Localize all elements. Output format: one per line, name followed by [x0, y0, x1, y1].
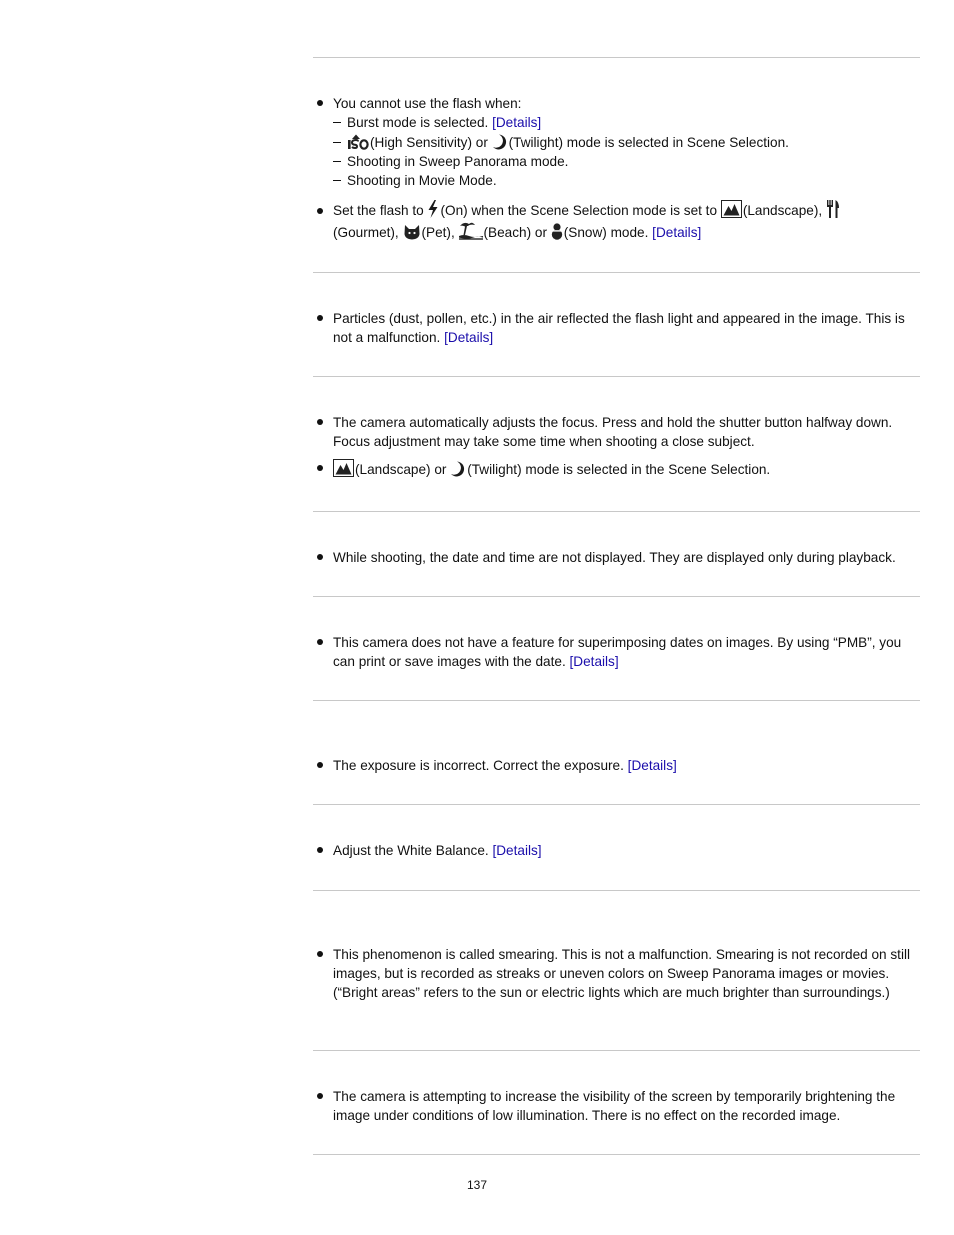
list-item [316, 633, 920, 671]
smearing-section [316, 945, 920, 1002]
item-text: (Twilight) mode is selected in the Scene Selection. [467, 462, 771, 477]
sub-item [333, 133, 920, 152]
brightness-section [316, 1087, 920, 1125]
bullet-icon [317, 1093, 323, 1099]
sub-item [333, 152, 920, 171]
sub-item [333, 113, 920, 132]
dash-icon [333, 122, 341, 123]
divider [313, 57, 920, 58]
divider [313, 1154, 920, 1155]
item-text: Particles (dust, pollen, etc.) in the air reflected the flash light and appeared in the image. This is not a malfunction. [333, 311, 905, 345]
beach-icon [459, 222, 483, 240]
particles-section [316, 309, 920, 347]
item-text: (Landscape) or [355, 462, 447, 477]
item-text: You cannot use the flash when: [333, 96, 522, 111]
sub-item-text: (Twilight) mode is selected in Scene Selection. [508, 135, 789, 150]
item-text: (Pet), [421, 225, 455, 240]
item-text: The exposure is incorrect. Correct the exposure. [333, 758, 624, 773]
dash-icon [333, 180, 341, 181]
bullet-icon [317, 762, 323, 768]
bullet-icon [317, 554, 323, 560]
list-item [316, 200, 920, 244]
focus-section [316, 413, 920, 479]
details-link[interactable]: [Details] [627, 758, 677, 773]
sub-item-text: Shooting in Sweep Panorama mode. [347, 154, 569, 169]
page-number: 137 [466, 1178, 488, 1192]
dash-icon [333, 161, 341, 162]
date-imprint-section [316, 633, 920, 671]
item-text: Adjust the White Balance. [333, 843, 489, 858]
list-item [316, 756, 920, 775]
item-text: (Snow) mode. [563, 225, 649, 240]
iso-high-sensitivity-icon [347, 134, 369, 150]
item-text: Set the flash to [333, 203, 424, 218]
bullet-icon [317, 847, 323, 853]
exposure-section [316, 756, 920, 775]
white-balance-section [316, 841, 920, 860]
divider [313, 511, 920, 512]
sub-item-text: Burst mode is selected. [347, 115, 489, 130]
sub-item-text: Shooting in Movie Mode. [347, 173, 497, 188]
smearing-note: (“Bright areas” refers to the sun or electric lights which are much brighter than surroundings.) [333, 985, 890, 1000]
details-link[interactable]: [Details] [569, 654, 619, 669]
list-item [316, 1087, 920, 1125]
twilight-moon-icon [450, 461, 466, 477]
list-item [316, 459, 920, 479]
list-item [316, 841, 920, 860]
item-text: The camera automatically adjusts the focus. Press and hold the shutter button halfway down. Focus adjustment may take some time when shooting a close subject. [333, 415, 893, 449]
list-item [316, 94, 920, 190]
dash-icon [333, 142, 341, 143]
divider [313, 890, 920, 891]
item-text: The camera is attempting to increase the visibility of the screen by temporarily brightening the image under conditions of low illumination. There is no effect on the recorded image. [333, 1089, 896, 1123]
list-item [316, 945, 920, 1002]
list-item [316, 413, 920, 451]
landscape-icon [721, 200, 742, 218]
date-display-section [316, 548, 920, 567]
divider [313, 1050, 920, 1051]
item-text: While shooting, the date and time are not displayed. They are displayed only during playback. [333, 550, 896, 565]
item-text: (Beach) or [483, 225, 547, 240]
divider [313, 272, 920, 273]
sub-item-text: (High Sensitivity) or [370, 135, 488, 150]
item-text: (On) when the Scene Selection mode is set to [440, 203, 718, 218]
divider [313, 804, 920, 805]
bullet-icon [317, 465, 323, 471]
list-item [316, 548, 920, 567]
details-link[interactable]: [Details] [492, 843, 542, 858]
item-text: (Gourmet), [333, 225, 399, 240]
bullet-icon [317, 639, 323, 645]
pet-icon [403, 224, 421, 240]
details-link[interactable]: [Details] [492, 115, 542, 130]
bullet-icon [317, 208, 323, 214]
item-text: This camera does not have a feature for superimposing dates on images. By using “PMB”, you can print or save images with the date. [333, 635, 902, 669]
item-text: (Landscape), [742, 203, 823, 218]
gourmet-icon [826, 200, 840, 218]
details-link[interactable]: [Details] [444, 330, 494, 345]
divider [313, 376, 920, 377]
divider [313, 700, 920, 701]
sub-item [333, 171, 920, 190]
bullet-icon [317, 419, 323, 425]
details-link[interactable]: [Details] [652, 225, 702, 240]
bullet-icon [317, 100, 323, 106]
divider [313, 596, 920, 597]
landscape-icon [333, 459, 354, 477]
bullet-icon [317, 315, 323, 321]
twilight-moon-icon [492, 134, 508, 150]
flash-section [316, 94, 920, 244]
flash-on-icon [427, 200, 439, 218]
snow-icon [551, 223, 563, 240]
item-text: This phenomenon is called smearing. This is not a malfunction. Smearing is not recorded on still images, but is recorded as streaks or uneven colors on Sweep Panorama images or movies. [333, 947, 911, 981]
bullet-icon [317, 951, 323, 957]
list-item [316, 309, 920, 347]
